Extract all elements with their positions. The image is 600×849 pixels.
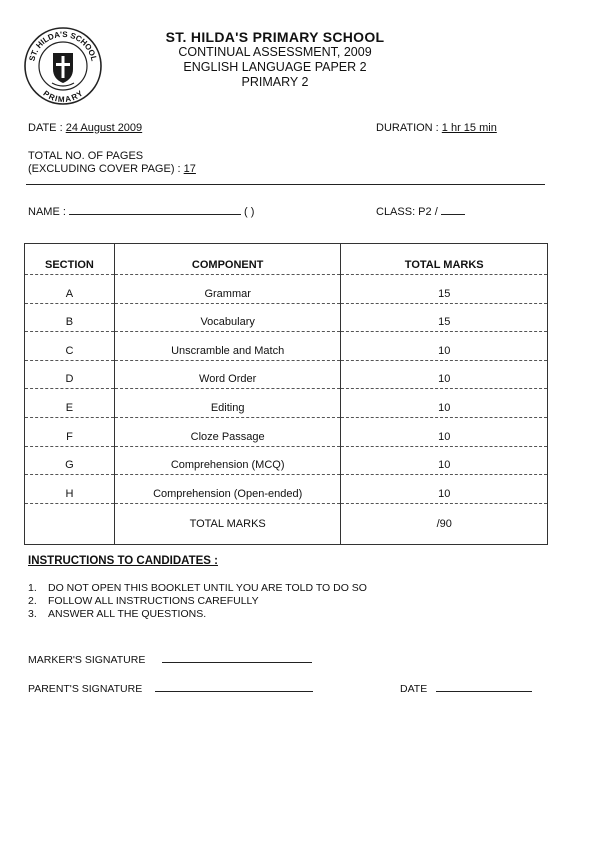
marker-signature-label: MARKER'S SIGNATURE [28, 654, 146, 666]
component-cell: Cloze Passage [114, 417, 341, 446]
logo-ring-top: ST. HILDA'S SCHOOL [27, 29, 99, 63]
marker-signature-field[interactable] [162, 662, 312, 663]
marks-cell: 10 [341, 332, 548, 361]
marks-cell: 10 [341, 446, 548, 475]
marks-cell: 10 [341, 360, 548, 389]
pages-label-1: TOTAL NO. OF PAGES [28, 150, 144, 162]
component-cell: Comprehension (Open-ended) [114, 475, 341, 504]
component-cell: Word Order [114, 360, 341, 389]
section-cell: C [25, 332, 115, 361]
header-component: COMPONENT [114, 244, 341, 275]
component-cell: Editing [114, 389, 341, 418]
register-number: ( ) [244, 206, 255, 218]
table-row [25, 389, 548, 418]
component-cell: Comprehension (MCQ) [114, 446, 341, 475]
section-cell: G [25, 446, 115, 475]
date-signature-field[interactable] [436, 691, 532, 692]
table-row [25, 417, 548, 446]
table-row [25, 275, 548, 304]
table-header-row [25, 244, 548, 275]
duration-value: 1 hr 15 min [441, 122, 497, 134]
instruction-item: 3. ANSWER ALL THE QUESTIONS. [28, 608, 207, 620]
instructions-list [28, 582, 367, 621]
instructions-title: INSTRUCTIONS TO CANDIDATES : [28, 555, 218, 567]
component-cell: Vocabulary [114, 303, 341, 332]
marks-cell: 15 [341, 275, 548, 304]
assessment-title: CONTINUAL ASSESSMENT, 2009 [178, 45, 372, 59]
class-line [376, 206, 465, 218]
name-field[interactable] [69, 214, 241, 215]
name-line [28, 206, 254, 218]
marks-cell: 10 [341, 475, 548, 504]
document-header [130, 30, 420, 90]
duration-line [376, 122, 497, 134]
date-label: DATE : [28, 122, 66, 134]
table-row [25, 332, 548, 361]
parent-signature-line [28, 683, 313, 695]
name-label: NAME : [28, 206, 66, 218]
table-row [25, 360, 548, 389]
pages-label-2: (EXCLUDING COVER PAGE) : [28, 163, 184, 175]
crest-icon [22, 25, 104, 107]
table-row [25, 475, 548, 504]
level-title: PRIMARY 2 [241, 75, 309, 89]
section-cell: F [25, 417, 115, 446]
header-section: SECTION [25, 244, 115, 275]
total-empty-cell [25, 503, 115, 544]
marks-table [24, 243, 548, 545]
parent-signature-label: PARENT'S SIGNATURE [28, 683, 143, 695]
instruction-item: 2. FOLLOW ALL INSTRUCTIONS CAREFULLY [28, 595, 259, 607]
section-cell: D [25, 360, 115, 389]
paper-title: ENGLISH LANGUAGE PAPER 2 [183, 60, 367, 74]
pages-info [28, 150, 196, 176]
instruction-item: 1. DO NOT OPEN THIS BOOKLET UNTIL YOU ARE TOLD TO DO SO [28, 582, 367, 594]
school-name: ST. HILDA'S PRIMARY SCHOOL [165, 29, 385, 45]
marks-cell: 15 [341, 303, 548, 332]
section-cell: B [25, 303, 115, 332]
date-value: 24 August 2009 [65, 122, 143, 134]
school-logo [22, 25, 104, 107]
duration-label: DURATION : [376, 122, 442, 134]
marks-cell: 10 [341, 417, 548, 446]
header-total-marks: TOTAL MARKS [341, 244, 548, 275]
class-label: CLASS: P2 / [376, 206, 438, 218]
logo-ring-bottom: PRIMARY [41, 88, 85, 105]
marker-signature-line [28, 654, 312, 666]
section-cell: H [25, 475, 115, 504]
table-row [25, 446, 548, 475]
parent-signature-field[interactable] [155, 691, 313, 692]
total-label-cell: TOTAL MARKS [114, 503, 341, 544]
date-signature-line [400, 683, 532, 695]
svg-text:PRIMARY [41, 88, 85, 104]
section-cell: E [25, 389, 115, 418]
date-signature-label: DATE [400, 683, 428, 695]
pages-value: 17 [183, 163, 196, 175]
total-value-cell: /90 [341, 503, 548, 544]
marks-cell: 10 [341, 389, 548, 418]
section-cell: A [25, 275, 115, 304]
component-cell: Unscramble and Match [114, 332, 341, 361]
class-field[interactable] [441, 214, 465, 215]
total-row [25, 503, 548, 544]
divider [26, 184, 545, 185]
date-line [28, 122, 142, 134]
table-row [25, 303, 548, 332]
component-cell: Grammar [114, 275, 341, 304]
